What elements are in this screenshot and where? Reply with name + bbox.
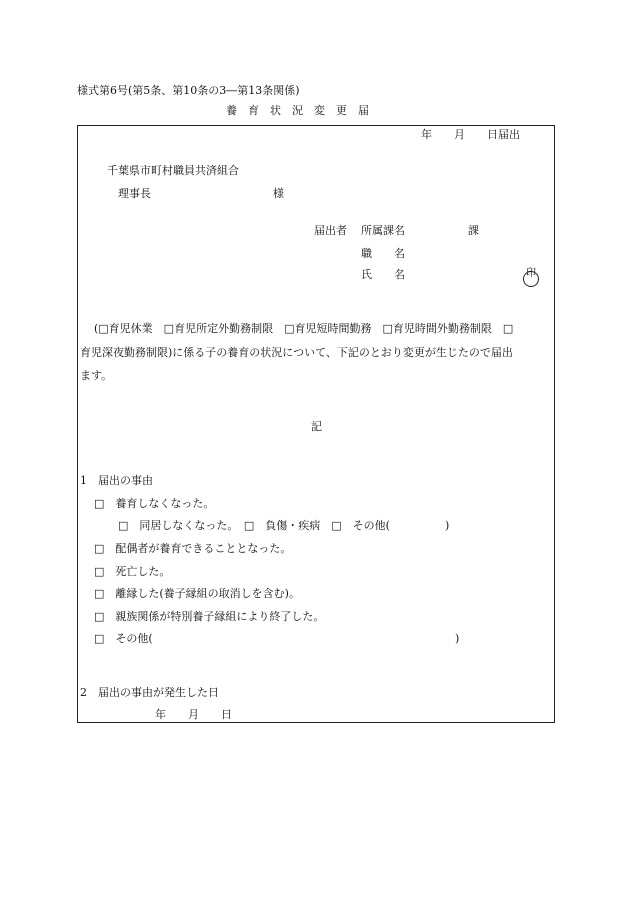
reason-no-longer-living-together[interactable]: □ 同居しなくなった。 □ 負傷・疾病 □ その他( ) xyxy=(118,519,450,532)
intro-line-2: 育児深夜勤務制限)に係る子の養育の状況について、下記のとおり変更が生じたので届出 xyxy=(80,346,513,359)
reason-other-close-paren: ) xyxy=(455,632,460,645)
section2-heading: 2 届出の事由が発生した日 xyxy=(80,686,219,699)
addressee-honorific: 様 xyxy=(273,187,284,200)
intro-line-1: (□育児休業 □育児所定外勤務制限 □育児短時間勤務 □育児時間外勤務制限 □ xyxy=(94,322,514,335)
reason-spouse-can-raise[interactable]: □ 配偶者が養育できることとなった。 xyxy=(94,542,292,555)
section1-heading: 1 届出の事由 xyxy=(80,474,153,487)
addressee-chair: 理事長 xyxy=(118,187,151,200)
ki-heading: 記 xyxy=(311,420,322,433)
reason-no-longer-raising[interactable]: □ 養育しなくなった。 xyxy=(94,497,215,510)
applicant-label: 届出者 xyxy=(314,224,347,237)
addressee-org: 千葉県市町村職員共済組合 xyxy=(107,164,239,177)
reason-special-adoption[interactable]: □ 親族関係が特別養子縁組により終了した。 xyxy=(94,610,325,623)
reason-death[interactable]: □ 死亡した。 xyxy=(94,565,171,578)
occurrence-date[interactable]: 年 月 日 xyxy=(155,708,232,721)
title-label: 職 名 xyxy=(361,247,405,260)
seal-mark: 印 xyxy=(526,268,536,279)
dept-label: 所属課名 xyxy=(361,224,405,237)
dept-suffix: 課 xyxy=(468,224,479,237)
form-number: 様式第6号(第5条、第10条の3―第13条関係) xyxy=(77,84,300,97)
intro-line-3: ます。 xyxy=(80,369,113,382)
submission-date: 年 月 日届出 xyxy=(421,128,520,141)
reason-dissolved-adoption[interactable]: □ 離縁した(養子縁組の取消しを含む)。 xyxy=(94,587,300,600)
reason-other[interactable]: □ その他( xyxy=(94,632,153,645)
name-label: 氏 名 xyxy=(361,268,405,281)
form-title: 養 育 状 況 変 更 届 xyxy=(226,104,369,117)
